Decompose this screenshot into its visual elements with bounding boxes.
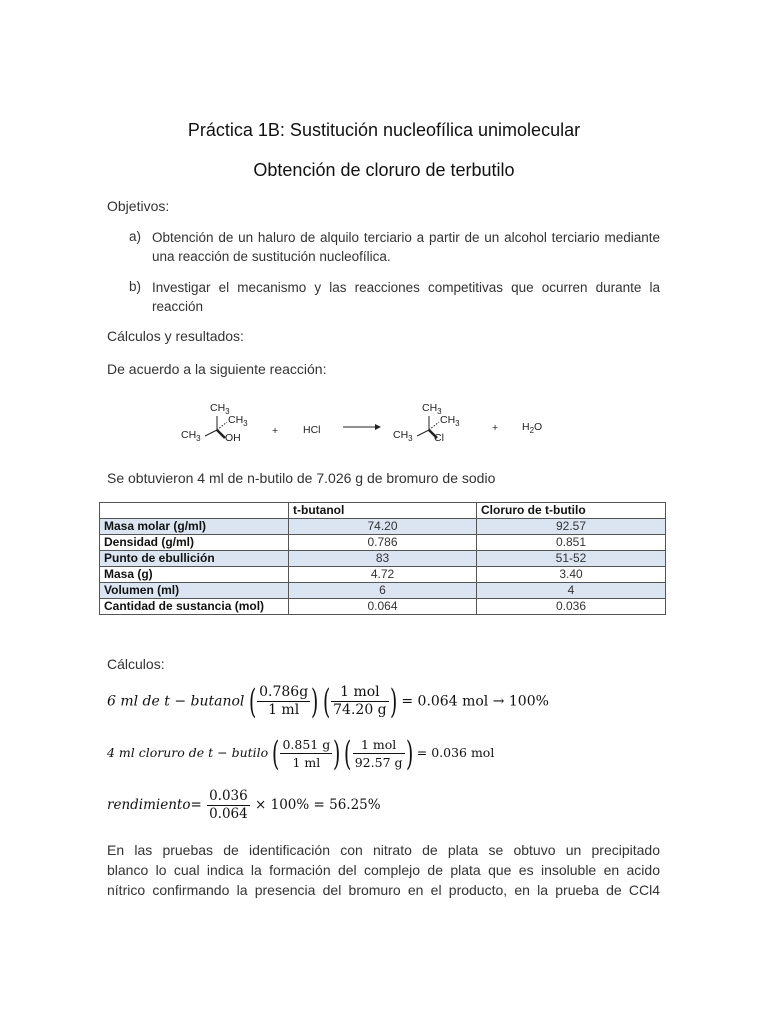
calcs-label: Cálculos: — [107, 656, 165, 672]
reactant-ch3-right: $CH_3$ — [228, 414, 248, 429]
reaction-arrow — [342, 422, 382, 432]
conclusion-line: blanco lo cual indica la formación del complejo de plata que es insoluble en acido — [107, 862, 660, 878]
product-cl: Cl — [434, 432, 444, 444]
cell-t-butanol: 83 — [289, 551, 477, 567]
cell-cloruro: 3.40 — [477, 567, 666, 583]
cell-cloruro: 4 — [477, 583, 666, 599]
reaction-intro: De acuerdo a la siguiente reacción: — [107, 361, 327, 377]
table-row — [100, 567, 666, 583]
product-ch3-left: $CH_3$ — [393, 429, 413, 444]
row-label: Cantidad de sustancia (mol) — [100, 599, 289, 615]
reactant-ch3-left: $CH_3$ — [181, 429, 201, 444]
cell-t-butanol: 4.72 — [289, 567, 477, 583]
eq-lead: rendimiento — [107, 797, 191, 813]
properties-table — [99, 502, 666, 615]
conclusion-line: nítrico confirmando la presencia del bromuro en el producto, en la prueba de CCl4 — [107, 882, 660, 898]
cell-cloruro: 92.57 — [477, 519, 666, 535]
equation-yield: rendimiento= $\frac{0.036}{0.064}$ × 100% = 56.25% — [107, 788, 381, 822]
fraction: $\frac{\text{1 mol}}{74.20 g}$ — [333, 684, 387, 718]
equation-moles-t-butanol: 6 ml de t − butanol ( $\frac{0.786g}{1 ml}$ ) ( $\frac{\text{1 mol}}{74.20 g}$ ) = 0.064 mol → 100% — [107, 681, 549, 722]
page-subtitle: Obtención de cloruro de terbutilo — [253, 160, 515, 180]
reactant-ch3-top: $CH_3$ — [210, 402, 230, 417]
fraction: $\frac{\text{1 mol}}{92.57 g}$ — [354, 737, 403, 770]
eq-result: = 0.036 mol — [416, 745, 495, 760]
product-ch3-top: $CH_3$ — [422, 402, 442, 417]
objective-text-line: una reacción de sustitución nucleofílica. — [152, 249, 391, 264]
product-ch3-right: $CH_3$ — [440, 414, 460, 429]
cell-t-butanol: 0.786 — [289, 535, 477, 551]
eq-lead: 4 ml cloruro de t − butilo — [107, 745, 269, 760]
objective-text-line: reacción — [152, 299, 204, 314]
reactant-oh: OH — [225, 432, 241, 444]
obtained-text: Se obtuvieron 4 ml de n-butilo de 7.026 g de bromuro de sodio — [107, 470, 496, 486]
row-label: Masa (g) — [100, 567, 289, 583]
table-row — [100, 519, 666, 535]
page-title: Práctica 1B: Sustitución nucleofílica unimolecular — [187, 120, 581, 140]
table-row — [100, 599, 666, 615]
table-header-cell — [100, 503, 289, 519]
plus-sign: + — [492, 422, 499, 434]
plus-sign: + — [272, 425, 279, 437]
table-row — [100, 535, 666, 551]
eq-arrow: → 100% — [492, 693, 549, 710]
objective-letter: b) — [129, 279, 142, 294]
cell-t-butanol: 0.064 — [289, 599, 477, 615]
calc-results-heading: Cálculos y resultados: — [107, 328, 244, 344]
cell-t-butanol: 74.20 — [289, 519, 477, 535]
equation-moles-cloruro: 4 ml cloruro de t − butilo ( $\frac{0.851 g}{1 ml}$ ) ( $\frac{\text{1 mol}}{92.57 g}$ ) = 0.036 mol — [107, 733, 495, 774]
row-label: Volumen (ml) — [100, 583, 289, 599]
table-header-cell: t-butanol — [289, 503, 477, 519]
fraction: $\frac{0.786g}{1 ml}$ — [259, 684, 309, 718]
row-label: Masa molar (g/ml) — [100, 519, 289, 535]
objective-text-line: Investigar el mecanismo y las reacciones competitivas que ocurren durante la — [152, 280, 660, 295]
objective-text-line: Obtención de un haluro de alquilo terciario a partir de un alcohol terciario mediante — [152, 230, 660, 245]
row-label: Densidad (g/ml) — [100, 535, 289, 551]
table-row — [100, 583, 666, 599]
cell-t-butanol: 6 — [289, 583, 477, 599]
eq-result: × 100% = 56.25% — [255, 797, 381, 813]
cell-cloruro: 0.036 — [477, 599, 666, 615]
table-header-row — [100, 503, 666, 519]
fraction: $\frac{0.036}{0.064}$ — [209, 788, 248, 822]
table-row — [100, 551, 666, 567]
fraction: $\frac{0.851 g}{1 ml}$ — [282, 737, 331, 770]
water-label: $H_2O$ — [522, 421, 543, 436]
objective-letter: a) — [129, 229, 142, 244]
eq-lead: 6 ml de t − butanol — [107, 693, 245, 710]
table-header-cell: Cloruro de t-butilo — [477, 503, 666, 519]
row-label: Punto de ebullición — [100, 551, 289, 567]
hcl-label: HCl — [303, 424, 321, 436]
eq-result: = 0.064 mol — [401, 693, 489, 710]
objectives-heading: Objetivos: — [107, 198, 170, 214]
cell-cloruro: 0.851 — [477, 535, 666, 551]
conclusion-line: En las pruebas de identificación con nitrato de plata se obtuvo un precipitado — [107, 842, 660, 858]
cell-cloruro: 51-52 — [477, 551, 666, 567]
